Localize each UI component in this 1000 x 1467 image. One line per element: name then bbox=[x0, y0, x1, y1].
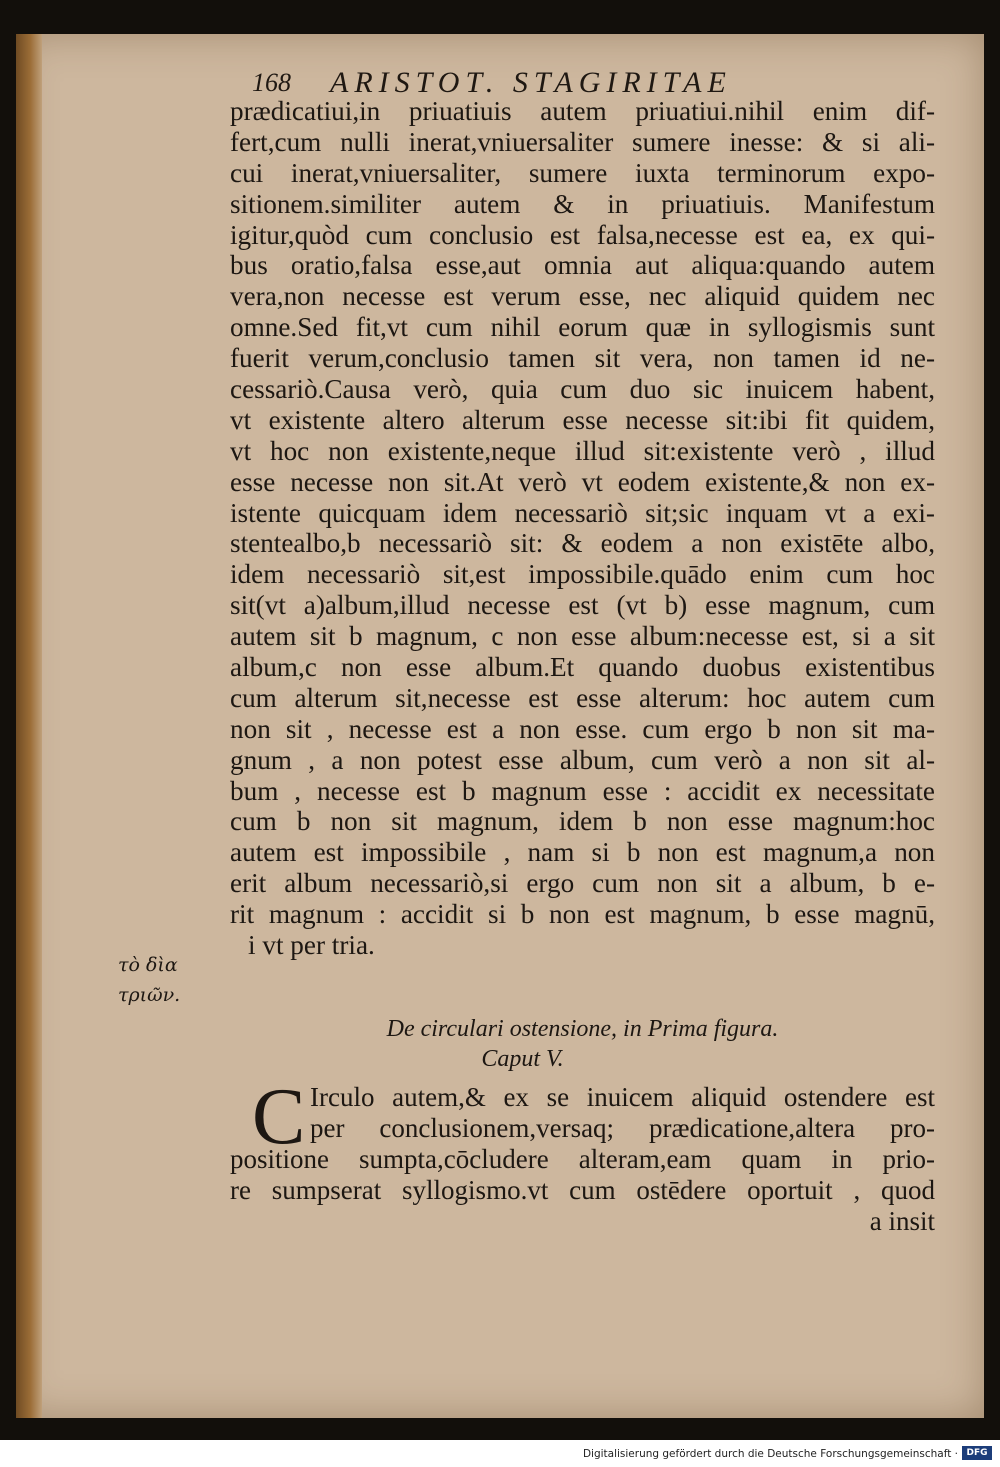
text-line: vt hoc non existente,neque illud sit:existente verò , illud bbox=[230, 435, 935, 466]
text-line: cessariò.Causa verò, quia cum duo sic inuicem habent, bbox=[230, 374, 935, 405]
text-line: per conclusionem,versaq; prædicatione,altera pro- bbox=[310, 1112, 935, 1143]
margin-note-line: τὸ δὶα bbox=[118, 954, 178, 976]
chapter-number: Caput V. bbox=[481, 1046, 564, 1072]
text-line: i vt per tria. bbox=[248, 930, 375, 961]
text-line: non sit , necesse est a non esse. cum ergo b non sit ma- bbox=[230, 713, 935, 744]
text-line: istente quicquam idem necessariò sit;sic inquam vt a exi- bbox=[230, 497, 935, 528]
margin-note bbox=[118, 950, 218, 1010]
text-line: bus oratio,falsa esse,aut omnia aut aliqua:quando autem bbox=[230, 250, 935, 281]
text-line: igitur,quòd cum conclusio est falsa,necesse est ea, ex qui- bbox=[230, 219, 935, 250]
text-line: fert,cum nulli inerat,vniuersaliter sumere inesse: & si ali- bbox=[230, 126, 935, 157]
text-line: sitionem.similiter autem & in priuatiuis. Manifestum bbox=[230, 188, 935, 219]
text-line: fuerit verum,conclusio tamen sit vera, non tamen id ne- bbox=[230, 343, 935, 374]
text-line: bum , necesse est b magnum esse : accidit ex necessitate bbox=[230, 775, 935, 806]
text-line: album,c non esse album.Et quando duobus existentibus bbox=[230, 652, 935, 683]
text-line: autem sit b magnum, c non esse album:necesse est, si a sit bbox=[230, 621, 935, 652]
page-number: 168 bbox=[252, 68, 291, 97]
text-line: cui inerat,vniuersaliter, sumere iuxta terminorum expo- bbox=[230, 157, 935, 188]
text-line: esse necesse non sit.At verò vt eodem existente,& non ex- bbox=[230, 466, 935, 497]
funding-credit: Digitalisierung gefördert durch die Deutsche Forschungsgemeinschaft · bbox=[582, 1448, 958, 1460]
text-line: omne.Sed fit,vt cum nihil eorum quæ in syllogismis sunt bbox=[230, 312, 935, 343]
text-line: rit magnum : accidit si b non est magnum, b esse magnū, bbox=[230, 899, 935, 930]
text-line: positione sumpta,cōcludere alteram,eam quam in prio- bbox=[230, 1143, 935, 1174]
text-line: gnum , a non potest esse album, cum verò a non sit al- bbox=[230, 744, 935, 775]
running-title: ARISTOT. STAGIRITAE bbox=[330, 66, 732, 99]
book-spine bbox=[16, 34, 42, 1418]
main-text-block bbox=[230, 96, 935, 961]
text-line: sit(vt a)album,illud necesse est (vt b) esse magnum, cum bbox=[230, 590, 935, 621]
text-line: Irculo autem,& ex se inuicem aliquid ostendere est bbox=[310, 1082, 935, 1112]
decorated-initial: C bbox=[252, 1073, 306, 1161]
text-line: cum alterum sit,necesse est esse alterum: hoc autem cum bbox=[230, 682, 935, 713]
text-line: erit album necessariò,si ergo cum non sit a album, b e- bbox=[230, 868, 935, 899]
catchword: a insit bbox=[869, 1205, 935, 1236]
text-line: vt existente altero alterum esse necesse sit:ibi fit quidem, bbox=[230, 404, 935, 435]
chapter-text-block bbox=[230, 1073, 935, 1236]
text-line: cum b non sit magnum, idem b non esse magnum:hoc bbox=[230, 806, 935, 837]
chapter-title: De circulari ostensione, in Prima figura. bbox=[386, 1016, 779, 1042]
text-line: prædicatiui,in priuatiuis autem priuatiui.nihil enim dif- bbox=[230, 96, 935, 126]
chapter-heading bbox=[230, 1014, 935, 1074]
text-line: vera,non necesse est verum esse, nec aliquid quidem nec bbox=[230, 281, 935, 312]
text-line: stentealbo,b necessariò sit: & eodem a non existēte albo, bbox=[230, 528, 935, 559]
text-line: re sumpserat syllogismo.vt cum ostēdere oportuit , quod bbox=[230, 1174, 935, 1205]
dfg-logo: DFG bbox=[962, 1446, 992, 1460]
text-line: idem necessariò sit,est impossibile.quādo enim cum hoc bbox=[230, 559, 935, 590]
footer-bar bbox=[0, 1440, 1000, 1467]
margin-note-line: τριῶν. bbox=[118, 984, 181, 1006]
text-line: autem est impossibile , nam si b non est magnum,a non bbox=[230, 837, 935, 868]
